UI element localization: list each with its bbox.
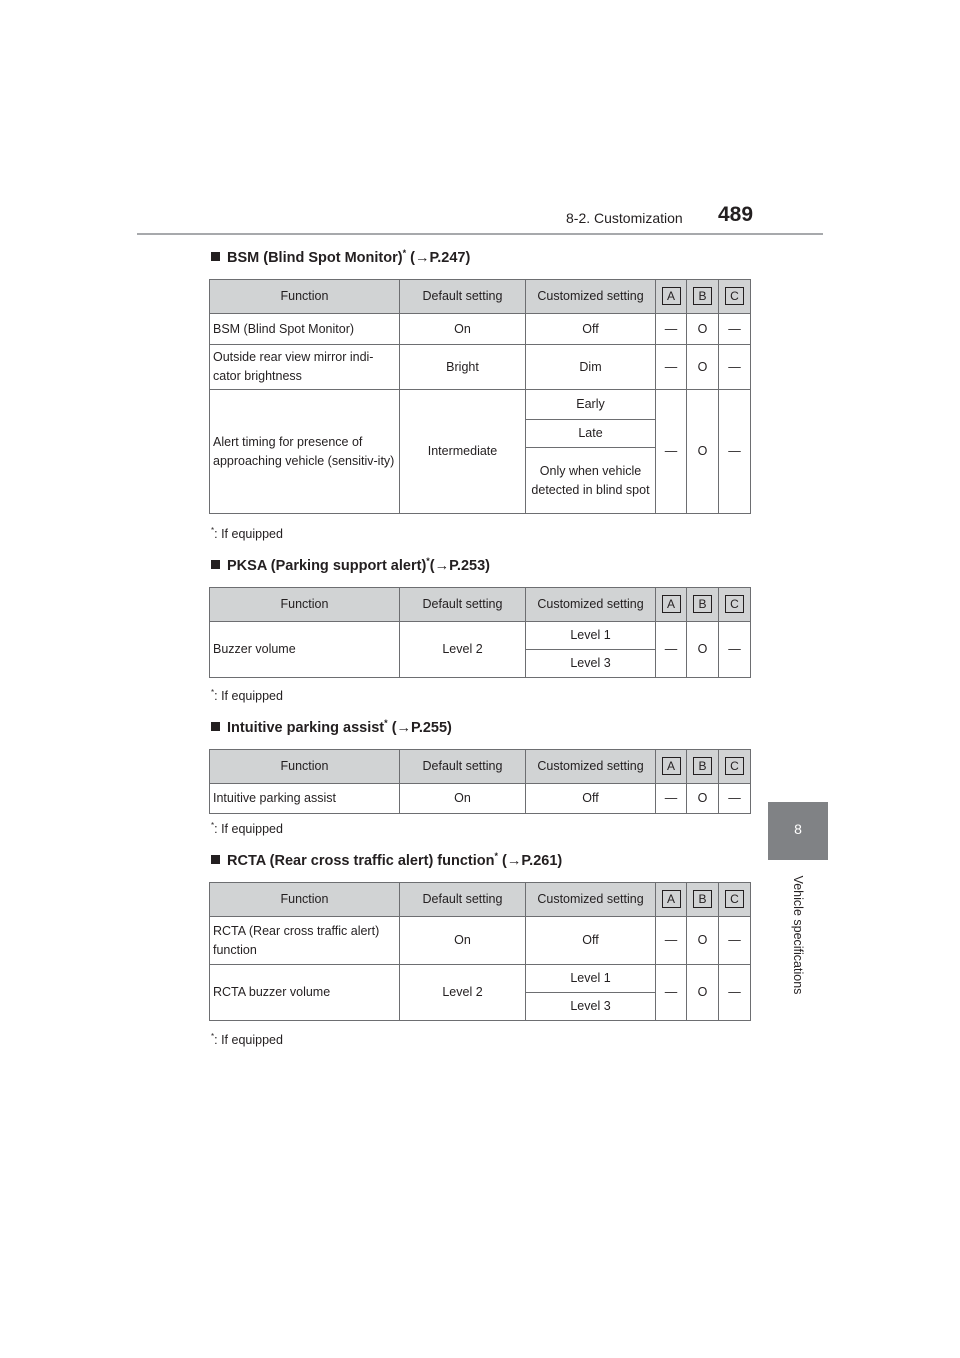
section-title-pksa: PKSA (Parking support alert)*(→P.253) <box>211 556 490 574</box>
col-default: Default setting <box>400 280 526 314</box>
table-header-row <box>210 750 751 784</box>
rcta-table <box>209 882 751 1021</box>
footnote: *: If equipped <box>211 821 283 837</box>
col-custom: Customized setting <box>526 883 656 917</box>
col-default: Default setting <box>400 588 526 622</box>
section-title-intuitive-parking-assist: Intuitive parking assist* (→P.255) <box>211 718 452 736</box>
bsm-table <box>209 279 751 514</box>
table-row: RCTA (Rear cross traffic alert) function On Off — O — <box>210 917 751 965</box>
square-bullet-icon <box>211 252 220 261</box>
header-rule <box>137 233 823 235</box>
pksa-table <box>209 587 751 678</box>
table-row: Level 3 <box>210 993 751 1021</box>
col-c-badge: C <box>725 595 744 613</box>
col-custom: Customized setting <box>526 588 656 622</box>
col-c-badge: C <box>725 890 744 908</box>
table-row: Alert timing for presence of approaching vehicle (sensitiv-ity) Intermediate Early — O — <box>210 390 751 420</box>
col-function: Function <box>210 280 400 314</box>
col-b-badge: B <box>693 595 712 613</box>
col-c-badge: C <box>725 287 744 305</box>
square-bullet-icon <box>211 722 220 731</box>
table-header-row <box>210 588 751 622</box>
col-c-badge: C <box>725 757 744 775</box>
table-row: BSM (Blind Spot Monitor) On Off — O — <box>210 314 751 345</box>
col-custom: Customized setting <box>526 280 656 314</box>
col-default: Default setting <box>400 883 526 917</box>
col-a-badge: A <box>662 890 681 908</box>
col-function: Function <box>210 588 400 622</box>
col-function: Function <box>210 883 400 917</box>
table-row: Only when vehicle detected in blind spot <box>210 448 751 514</box>
table-row: Outside rear view mirror indi-cator brightness Bright Dim — O — <box>210 345 751 390</box>
square-bullet-icon <box>211 560 220 569</box>
chapter-number: 8 <box>794 821 802 837</box>
col-a-badge: A <box>662 287 681 305</box>
col-function: Function <box>210 750 400 784</box>
col-b-badge: B <box>693 890 712 908</box>
chapter-tab <box>768 802 828 860</box>
square-bullet-icon <box>211 855 220 864</box>
table-row: Buzzer volume Level 2 Level 1 — O — <box>210 622 751 650</box>
section-heading: 8-2. Customization <box>566 210 683 226</box>
table-row: Late <box>210 420 751 448</box>
footnote: *: If equipped <box>211 688 283 704</box>
intuitive-parking-table <box>209 749 751 814</box>
page-number: 489 <box>718 203 754 226</box>
table-row: Intuitive parking assist On Off — O — <box>210 784 751 814</box>
col-a-badge: A <box>662 595 681 613</box>
table-header-row <box>210 883 751 917</box>
section-title-bsm: BSM (Blind Spot Monitor)* (→P.247) <box>211 248 470 266</box>
col-b-badge: B <box>693 757 712 775</box>
col-a-badge: A <box>662 757 681 775</box>
col-b-badge: B <box>693 287 712 305</box>
col-custom: Customized setting <box>526 750 656 784</box>
footnote: *: If equipped <box>211 526 283 542</box>
chapter-label: Vehicle specifications <box>791 875 805 995</box>
footnote: *: If equipped <box>211 1032 283 1048</box>
table-row: Level 3 <box>210 650 751 678</box>
section-title-rcta: RCTA (Rear cross traffic alert) function* (→P.261) <box>211 851 562 869</box>
col-default: Default setting <box>400 750 526 784</box>
table-row: RCTA buzzer volume Level 2 Level 1 — O — <box>210 965 751 993</box>
table-header-row <box>210 280 751 314</box>
